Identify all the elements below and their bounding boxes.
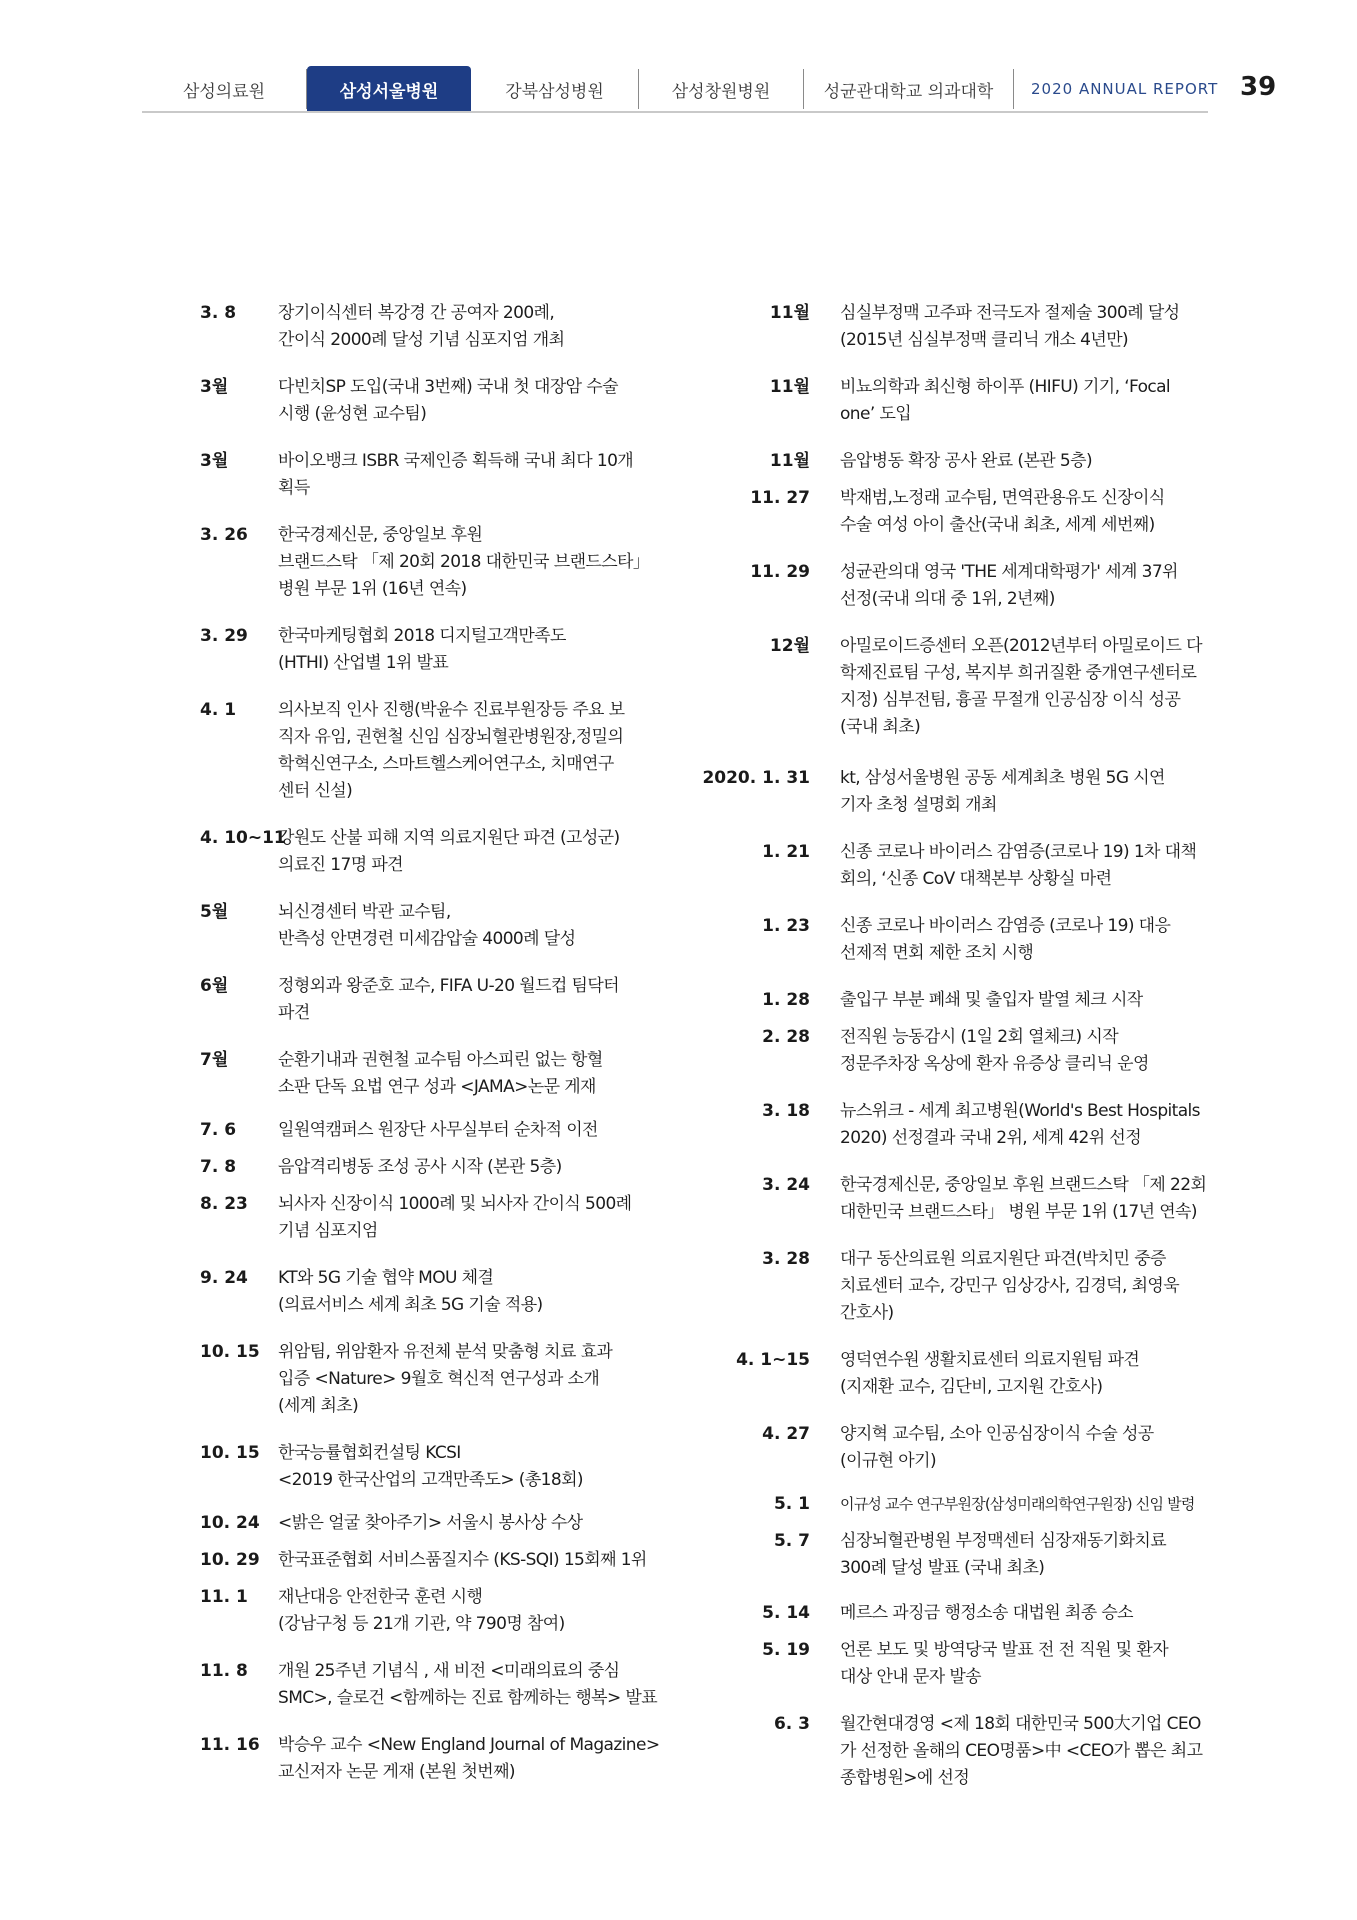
entry-date: 7. 6 (200, 1120, 237, 1140)
page-number: 39 (1240, 72, 1277, 102)
entry-description: 장기이식센터 복강경 간 공여자 200례, 간이식 2000례 달성 기념 심포지엄 개최 (278, 303, 565, 350)
timeline-entry (150, 448, 660, 502)
entry-description: 성균관의대 영국 'THE 세계대학평가' 세계 37위 선정(국내 의대 중 1위, 2년째) (840, 562, 1178, 609)
timeline-entry (700, 559, 1220, 613)
header-divider (142, 111, 1208, 113)
timeline-entry (700, 1528, 1220, 1582)
entry-description: 이규성 교수 연구부원장(삼성미래의학연구원장) 신임 발령 (840, 1495, 1195, 1513)
timeline-entry (150, 1510, 660, 1537)
entry-date: 11. 29 (750, 562, 810, 582)
entry-description: 영덕연수원 생활치료센터 의료지원팀 파견 (지재환 교수, 김단비, 고지원 간호사) (840, 1350, 1140, 1397)
entry-description: 정형외과 왕준호 교수, FIFA U-20 월드컵 팀닥터 파견 (278, 976, 620, 1023)
entry-description: <밝은 얼굴 찾아주기> 서울시 봉사상 수상 (278, 1513, 583, 1533)
timeline-entry (700, 1246, 1220, 1327)
entry-date: 3. 8 (200, 303, 237, 323)
entry-description: 뉴스위크 - 세계 최고병원(World's Best Hospitals 2020) 선정결과 국내 2위, 세계 42위 선정 (840, 1101, 1200, 1148)
entry-date: 5. 7 (773, 1531, 810, 1551)
tab-kangbuk-samsung-hospital[interactable]: 강북삼성병원 (471, 69, 639, 109)
entry-date: 4. 1~15 (736, 1350, 810, 1370)
entry-date: 5. 14 (762, 1603, 810, 1623)
entry-date: 1. 28 (762, 990, 810, 1010)
entry-date: 4. 27 (762, 1424, 810, 1444)
entry-description: 심장뇌혈관병원 부정맥센터 심장재동기화치료 300례 달성 발표 (국내 최초) (840, 1531, 1167, 1578)
entry-date: 11월 (769, 451, 810, 471)
timeline-entry (700, 1421, 1220, 1475)
entry-description: 의사보직 인사 진행(박윤수 진료부원장등 주요 보 직자 유임, 권현철 신임 심장뇌혈관병원장,정밀의 학혁신연구소, 스마트헬스케어연구소, 치매연구 센터 신설) (278, 700, 625, 801)
timeline-entry (700, 374, 1220, 428)
timeline-entry (150, 1440, 660, 1494)
timeline-entry (700, 1491, 1220, 1518)
timeline-entry (150, 973, 660, 1027)
entry-description: 한국능률협회컨설팅 KCSI <2019 한국산업의 고객만족도> (총18회) (278, 1443, 583, 1490)
entry-description: 한국경제신문, 중앙일보 후원 브랜드스탁 「제 20회 2018 대한민국 브랜드스타」 병원 부문 1위 (16년 연속) (278, 525, 650, 599)
timeline-entry (700, 1600, 1220, 1627)
entry-date: 5. 1 (773, 1494, 810, 1514)
timeline-entry (150, 1117, 660, 1144)
entry-date: 11. 27 (750, 488, 810, 508)
entry-date: 3월 (200, 377, 229, 397)
timeline-entry (700, 1711, 1220, 1792)
report-label: 2020 ANNUAL REPORT (1031, 80, 1219, 98)
entry-date: 2020. 1. 31 (702, 768, 810, 788)
entry-date: 10. 24 (200, 1513, 260, 1533)
timeline-entry (700, 633, 1220, 741)
entry-date: 11. 1 (200, 1587, 248, 1607)
entry-date: 5. 19 (762, 1640, 810, 1660)
entry-description: 대구 동산의료원 의료지원단 파견(박치민 중증 치료센터 교수, 강민구 임상강사, 김경덕, 최영욱 간호사) (840, 1249, 1180, 1323)
entry-date: 3. 24 (762, 1175, 810, 1195)
entry-date: 1. 23 (762, 916, 810, 936)
entry-description: 한국마케팅협회 2018 디지털고객만족도 (HTHI) 산업별 1위 발표 (278, 626, 566, 673)
timeline-entry (700, 300, 1220, 354)
timeline-entry (700, 1637, 1220, 1691)
timeline-entry (150, 1339, 660, 1420)
entry-date: 3. 26 (200, 525, 248, 545)
entry-description: 비뇨의학과 최신형 하이푸 (HIFU) 기기, ‘Focal one’ 도입 (840, 377, 1171, 424)
entry-description: 박승우 교수 <New England Journal of Magazine> 교신저자 논문 게재 (본원 첫번째) (278, 1735, 660, 1782)
timeline-entry (700, 913, 1220, 967)
timeline-left-column (150, 300, 660, 1786)
entry-description: 한국경제신문, 중앙일보 후원 브랜드스탁 「제 22회 대한민국 브랜드스타」 병원 부문 1위 (17년 연속) (840, 1175, 1207, 1222)
entry-description: 재난대응 안전한국 훈련 시행 (강남구청 등 21개 기관, 약 790명 참여) (278, 1587, 565, 1634)
timeline-entry (150, 1047, 660, 1101)
entry-date: 3. 29 (200, 626, 248, 646)
entry-description: 출입구 부분 폐쇄 및 출입자 발열 체크 시작 (840, 990, 1143, 1010)
entry-description: 위암팀, 위암환자 유전체 분석 맞춤형 치료 효과 입증 <Nature> 9월호 혁신적 연구성과 소개 (세계 최초) (278, 1342, 613, 1416)
entry-description: 양지혁 교수팀, 소아 인공심장이식 수술 성공 (이규현 아기) (840, 1424, 1154, 1471)
entry-description: 박재범,노정래 교수팀, 면역관용유도 신장이식 수술 여성 아이 출산(국내 최초, 세계 세번째) (840, 488, 1165, 535)
entry-date: 11. 8 (200, 1661, 248, 1681)
timeline-entry (700, 1024, 1220, 1078)
entry-date: 3. 18 (762, 1101, 810, 1121)
entry-description: 심실부정맥 고주파 전극도자 절제술 300례 달성 (2015년 심실부정맥 클리닉 개소 4년만) (840, 303, 1180, 350)
entry-date: 1. 21 (762, 842, 810, 862)
entry-description: 뇌사자 신장이식 1000례 및 뇌사자 간이식 500례 기념 심포지엄 (278, 1194, 632, 1241)
timeline-entry (150, 825, 660, 879)
entry-description: 순환기내과 권현철 교수팀 아스피린 없는 항혈 소판 단독 요법 연구 성과 <JAMA>논문 게재 (278, 1050, 603, 1097)
timeline-entry (700, 1098, 1220, 1152)
entry-date: 6월 (200, 976, 229, 996)
entry-description: 강원도 산불 피해 지역 의료지원단 파견 (고성군) 의료진 17명 파견 (278, 828, 620, 875)
timeline-entry (700, 448, 1220, 475)
entry-date: 12월 (769, 636, 810, 656)
entry-date: 10. 15 (200, 1342, 260, 1362)
timeline-entry (150, 1584, 660, 1638)
timeline-entry (150, 374, 660, 428)
entry-description: 아밀로이드증센터 오픈(2012년부터 아밀로이드 다 학제진료팀 구성, 복지부 희귀질환 중개연구센터로 지정) 심부전팀, 흉골 무절개 인공심장 이식 성공 (국내 최초) (840, 636, 1202, 737)
tab-samsung-seoul-hospital[interactable]: 삼성서울병원 (307, 66, 471, 112)
entry-description: 뇌신경센터 박관 교수팀, 반측성 안면경련 미세감압술 4000례 달성 (278, 902, 576, 949)
entry-description: 개원 25주년 기념식 , 새 비전 <미래의료의 중심 SMC>, 슬로건 <함께하는 진료 함께하는 행복> 발표 (278, 1661, 658, 1708)
entry-description: 음압병동 확장 공사 완료 (본관 5층) (840, 451, 1092, 471)
tab-samsung-changwon-hospital[interactable]: 삼성창원병원 (639, 69, 804, 109)
timeline-entry (150, 300, 660, 354)
entry-date: 8. 23 (200, 1194, 248, 1214)
timeline-entry (150, 623, 660, 677)
entry-description: 전직원 능동감시 (1일 2회 열체크) 시작 정문주차장 옥상에 환자 유증상 클리닉 운영 (840, 1027, 1149, 1074)
entry-date: 9. 24 (200, 1268, 248, 1288)
timeline-entry (700, 1172, 1220, 1226)
timeline-entry (700, 765, 1220, 819)
entry-description: 바이오뱅크 ISBR 국제인증 획득해 국내 최다 10개 획득 (278, 451, 634, 498)
entry-description: kt, 삼성서울병원 공동 세계최초 병원 5G 시연 기자 초청 설명회 개최 (840, 768, 1165, 815)
entry-date: 4. 10~11 (200, 828, 286, 848)
timeline-entry (150, 899, 660, 953)
entry-date: 11. 16 (200, 1735, 260, 1755)
entry-date: 2. 28 (762, 1027, 810, 1047)
entry-description: 메르스 과징금 행정소송 대법원 최종 승소 (840, 1603, 1133, 1623)
entry-date: 7. 8 (200, 1157, 237, 1177)
entry-description: 신종 코로나 바이러스 감염증 (코로나 19) 대응 선제적 면회 제한 조치 시행 (840, 916, 1171, 963)
timeline-entry (150, 1732, 660, 1786)
entry-description: 일원역캠퍼스 원장단 사무실부터 순차적 이전 (278, 1120, 598, 1140)
entry-date: 10. 29 (200, 1550, 260, 1570)
entry-description: 음압격리병동 조성 공사 시작 (본관 5층) (278, 1157, 562, 1177)
entry-date: 7월 (200, 1050, 229, 1070)
timeline-entry (150, 1191, 660, 1245)
entry-date: 4. 1 (200, 700, 237, 720)
timeline-entry (700, 839, 1220, 893)
timeline-entry (150, 697, 660, 805)
tab-samsung-medical-center[interactable]: 삼성의료원 (142, 69, 307, 109)
entry-date: 10. 15 (200, 1443, 260, 1463)
entry-date: 11월 (769, 303, 810, 323)
tab-skku-medical-school[interactable]: 성균관대학교 의과대학 (804, 69, 1014, 109)
hospital-nav-tabs (142, 66, 1014, 112)
entry-description: 언론 보도 및 방역당국 발표 전 전 직원 및 환자 대상 안내 문자 발송 (840, 1640, 1169, 1687)
entry-date: 3월 (200, 451, 229, 471)
entry-date: 3. 28 (762, 1249, 810, 1269)
entry-date: 11월 (769, 377, 810, 397)
timeline-entry (700, 1347, 1220, 1401)
entry-description: KT와 5G 기술 협약 MOU 체결 (의료서비스 세계 최초 5G 기술 적용) (278, 1268, 543, 1315)
timeline-right-column (700, 300, 1220, 1792)
entry-description: 신종 코로나 바이러스 감염증(코로나 19) 1차 대책 회의, ‘신종 CoV 대책본부 상황실 마련 (840, 842, 1197, 889)
timeline-entry (150, 522, 660, 603)
timeline-entry (700, 987, 1220, 1014)
timeline-entry (150, 1658, 660, 1712)
timeline-entry (700, 485, 1220, 539)
timeline-entry (150, 1154, 660, 1181)
timeline-entry (150, 1265, 660, 1319)
entry-description: 월간현대경영 <제 18회 대한민국 500大기업 CEO 가 선정한 올해의 CEO명품>中 <CEO가 뽑은 최고 종합병원>에 선정 (840, 1714, 1203, 1788)
entry-description: 한국표준협회 서비스품질지수 (KS-SQI) 15회째 1위 (278, 1550, 647, 1570)
entry-description: 다빈치SP 도입(국내 3번째) 국내 첫 대장암 수술 시행 (윤성현 교수팀) (278, 377, 618, 424)
entry-date: 5월 (200, 902, 229, 922)
timeline-entry (150, 1547, 660, 1574)
entry-date: 6. 3 (773, 1714, 810, 1734)
